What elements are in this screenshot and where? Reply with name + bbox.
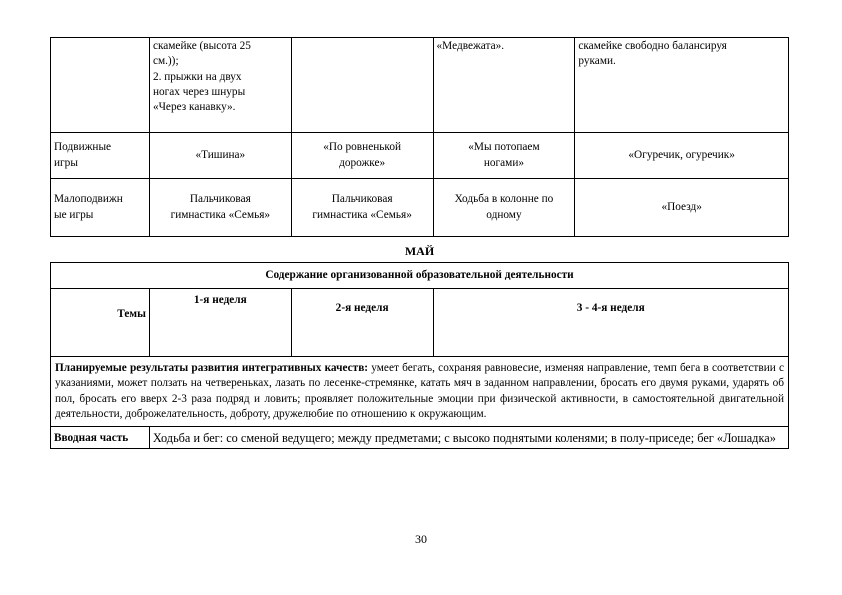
planned-results bbox=[51, 357, 789, 427]
table-cell: скамейке (высота 25 см.)); 2. прыжки на двух ногах через шнуры «Через канавку». bbox=[149, 38, 291, 133]
month-title: МАЙ bbox=[404, 244, 435, 258]
table-cell bbox=[51, 38, 150, 133]
table-cell: «Тишина» bbox=[149, 133, 291, 179]
plan-table bbox=[50, 262, 789, 449]
table-cell: Ходьба в колонне по одному bbox=[433, 179, 575, 237]
table-row bbox=[51, 179, 789, 237]
planned-results-text: умеет бегать, сохраняя равновесие, изменяя направление, темп бега в соответствии с указаниями, может ползать на четвереньках, лазать по лесенке-стремянке, катать мяч в заданном направлении, бросать его двумя руками, ударять об пол, бросать его вверх 2-3 раза подряд и ловить; проявляет положительные эмоции при физической активности, в самостоятельной двигательной деятельности, доброжелательность, доброту, дружелюбие по отношению к окружающим. bbox=[55, 362, 785, 420]
week-3-4-header: 3 - 4-я неделя bbox=[433, 289, 788, 357]
planned-results-label: Планируемые результаты развития интегративных качеств: bbox=[55, 362, 369, 374]
row-label-quiet-games: Малоподвижн ые игры bbox=[51, 179, 150, 237]
table-cell: «Мы потопаем ногами» bbox=[433, 133, 575, 179]
table-cell: скамейке свободно балансируя руками. bbox=[575, 38, 789, 133]
table-row bbox=[51, 427, 789, 449]
intro-text: Ходьба и бег: со сменой ведущего; между предметами; с высоко поднятыми коленями; в полу-приседе; бег «Лошадка» bbox=[149, 427, 788, 449]
row-label-outdoor-games: Подвижные игры bbox=[51, 133, 150, 179]
table-cell: Пальчиковая гимнастика «Семья» bbox=[149, 179, 291, 237]
intro-label: Вводная часть bbox=[51, 427, 150, 449]
table-row bbox=[51, 289, 789, 357]
table-cell: «По ровненькой дорожке» bbox=[291, 133, 433, 179]
week-2-header: 2-я неделя bbox=[291, 289, 433, 357]
themes-label: Темы bbox=[51, 289, 150, 357]
page-number: 30 bbox=[415, 532, 427, 546]
table-cell bbox=[291, 38, 433, 133]
table-cell: «Поезд» bbox=[575, 179, 789, 237]
table-row bbox=[51, 263, 789, 289]
week-1-header: 1-я неделя bbox=[149, 289, 291, 357]
table-cell: Пальчиковая гимнастика «Семья» bbox=[291, 179, 433, 237]
table-cell: «Медвежата». bbox=[433, 38, 575, 133]
table-row bbox=[51, 133, 789, 179]
table-row bbox=[51, 38, 789, 133]
table-header: Содержание организованной образовательной деятельности bbox=[51, 263, 789, 289]
table-row bbox=[51, 357, 789, 427]
activities-table bbox=[50, 37, 789, 237]
table-cell: «Огуречик, огуречик» bbox=[575, 133, 789, 179]
